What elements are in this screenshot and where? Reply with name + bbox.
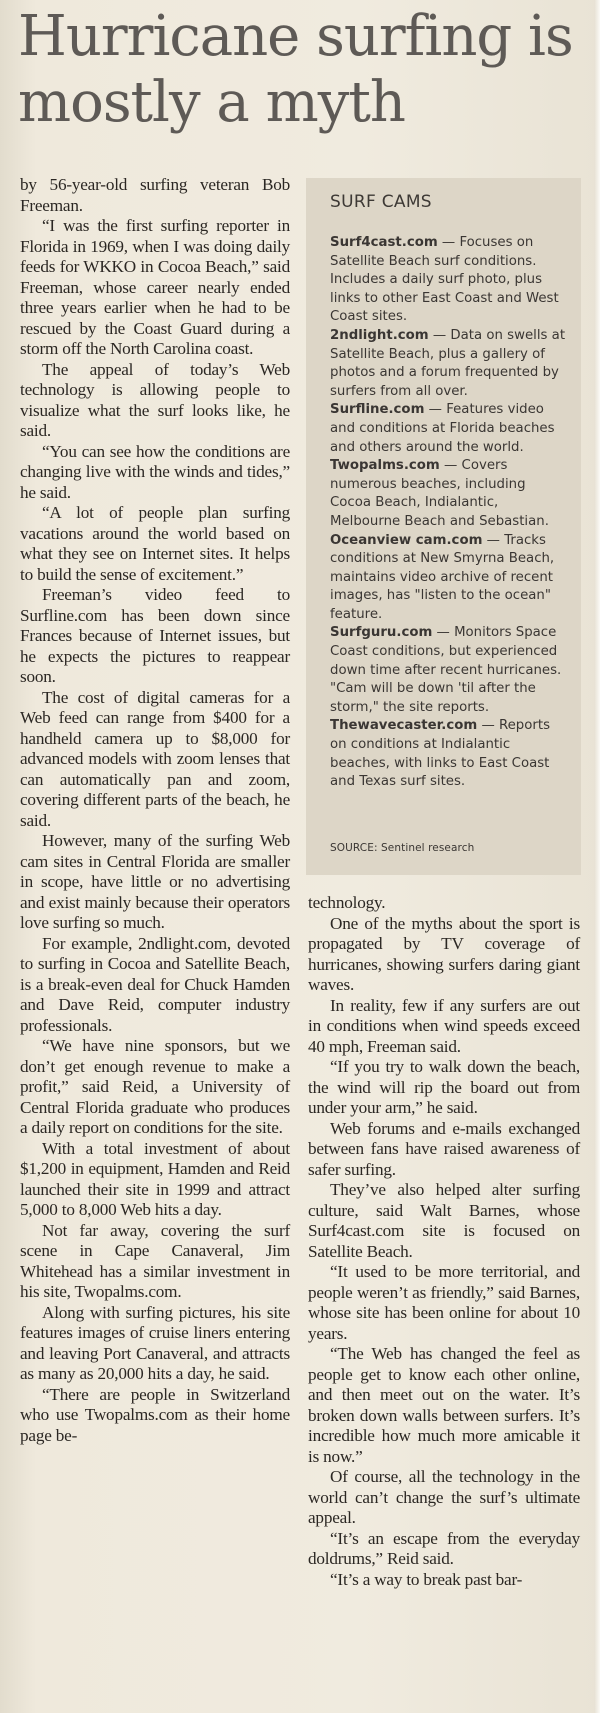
site-name: Thewavecaster.com — [330, 718, 478, 734]
paragraph: “The Web has changed the feel as people get to know each other online, and then meet out on the water. It’s broken down walls between surfers. It’s incredible how much more amicable it is now.” — [308, 1344, 580, 1466]
site-name: 2ndlight.com — [330, 327, 429, 343]
site-description: — Tracks conditions at New Smyrna Beach, maintains video archive of recent images, has "listen to the ocean" feature. — [330, 532, 555, 622]
paragraph: “We have nine sponsors, but we don’t get enough revenue to make a profit,” said Reid, a University of Central Florida graduate who produces a daily report on conditions for the site. — [20, 1036, 290, 1137]
paragraph: In reality, few if any surfers are out in conditions when wind speeds exceed 40 mph, Freeman said. — [308, 995, 580, 1056]
paragraph: However, many of the surfing Web cam sites in Central Florida are smaller in scope, have little or no advertising and exist mainly because their operators love surfing so much. — [20, 831, 290, 932]
paragraph: “It’s an escape from the everyday doldrums,” Reid said. — [308, 1528, 580, 1568]
page-edge — [594, 0, 600, 1713]
sidebar-entry — [330, 327, 570, 401]
sidebar-entry — [330, 234, 570, 327]
site-description: — Data on swells at Satellite Beach, plus a gallery of photos and a forum frequented by surfers from all over. — [330, 327, 566, 399]
paragraph: “You can see how the conditions are changing live with the winds and tides,” he said. — [20, 441, 290, 502]
paragraph: technology. — [308, 893, 386, 912]
article-column-2 — [308, 893, 580, 1590]
paragraph: They’ve also helped alter surfing culture, said Walt Barnes, whose Surf4cast.com site is focused on Satellite Beach. — [308, 1180, 580, 1261]
sidebar-entry — [330, 401, 570, 457]
paragraph: “It’s a way to break past bar- — [330, 1569, 523, 1589]
sidebar-entries — [330, 234, 570, 792]
paragraph: Along with surfing pictures, his site features images of cruise liners entering and leaving Port Canaveral, and attracts as many as 20,000 hits a day, he said. — [20, 1302, 290, 1383]
headline: Hurricane surfing is mostly a myth — [18, 4, 573, 135]
site-description: — Covers numerous beaches, including Cocoa Beach, Indialantic, Melbourne Beach and Sebastian. — [330, 458, 549, 529]
paragraph: “I was the first surfing reporter in Florida in 1969, when I was doing daily feeds for WKKO in Cocoa Beach,” said Freeman, whose career nearly ended three years earlier when he had to be rescued by the Coast Guard during a storm off the North Carolina coast. — [20, 216, 290, 358]
paragraph: The cost of digital cameras for a Web feed can range from $400 for a handheld camera up to $8,000 for advanced models with zoom lenses that can automatically pan and zoom, covering different parts of the beach, he said. — [20, 687, 290, 830]
site-name: Twopalms.com — [330, 458, 440, 474]
sidebar-entry — [330, 457, 570, 531]
site-name: Surfline.com — [330, 402, 425, 418]
paragraph: With a total investment of about $1,200 in equipment, Hamden and Reid launched their site in 1999 and attract 5,000 to 8,000 Web hits a day. — [20, 1138, 290, 1219]
paragraph: “There are people in Switzerland who use Twopalms.com as their home page be- — [20, 1384, 290, 1445]
sidebar-entry — [330, 717, 570, 791]
sidebar-entry — [330, 532, 570, 625]
paragraph: “A lot of people plan surfing vacations around the world based on what they see on Internet sites. It helps to build the sense of excitement.” — [20, 503, 290, 584]
site-description: — Reports on conditions at Indialantic beaches, with links to East Coast and Texas surf sites. — [330, 718, 550, 790]
paragraph: by 56-year-old surfing veteran Bob Freeman. — [20, 175, 290, 215]
source-credit: SOURCE: Sentinel research — [330, 842, 475, 854]
paragraph: Not far away, covering the surf scene in Cape Canaveral, Jim Whitehead has a similar investment in his site, Twopalms.com. — [20, 1220, 290, 1301]
sidebar-entry — [330, 624, 570, 717]
paragraph: Of course, all the technology in the world can’t change the surf’s ultimate appeal. — [308, 1467, 580, 1527]
paragraph: For example, 2ndlight.com, devoted to surfing in Cocoa and Satellite Beach, is a break-even deal for Chuck Hamden and Dave Reid, computer industry professionals. — [20, 933, 290, 1035]
paragraph: The appeal of today’s Web technology is allowing people to visualize what the surf looks like, he said. — [20, 359, 290, 440]
article-column-1 — [20, 175, 290, 1446]
paragraph: Freeman’s video feed to Surfline.com has been down since Frances because of Internet issues, but he expects the pictures to reappear soon. — [20, 585, 290, 686]
paragraph: “It used to be more territorial, and people weren’t as friendly,” said Barnes, whose site has been online for about 10 years. — [308, 1262, 580, 1343]
site-description: — Monitors Space Coast conditions, but experienced down time after recent hurricanes. "Cam will be down 'til after the storm," the site reports. — [330, 625, 562, 715]
site-name: Surfguru.com — [330, 625, 433, 641]
site-description: — Focuses on Satellite Beach surf conditions. Includes a daily surf photo, plus links to other East Coast and West Coast sites. — [330, 235, 559, 325]
paragraph: One of the myths about the sport is propagated by TV coverage of hurricanes, showing surfers daring giant waves. — [308, 913, 580, 994]
paragraph: “If you try to walk down the beach, the wind will rip the board out from under your arm,” he said. — [308, 1057, 580, 1117]
site-description: — Features video and conditions at Florida beaches and others around the world. — [330, 402, 555, 455]
surf-cams-sidebar — [306, 178, 581, 875]
paragraph: Web forums and e-mails exchanged between fans have raised awareness of safer surfing. — [308, 1118, 580, 1179]
site-name: Surf4cast.com — [330, 235, 438, 250]
sidebar-title: SURF CAMS — [330, 192, 432, 212]
site-name: Oceanview cam.com — [330, 532, 483, 548]
